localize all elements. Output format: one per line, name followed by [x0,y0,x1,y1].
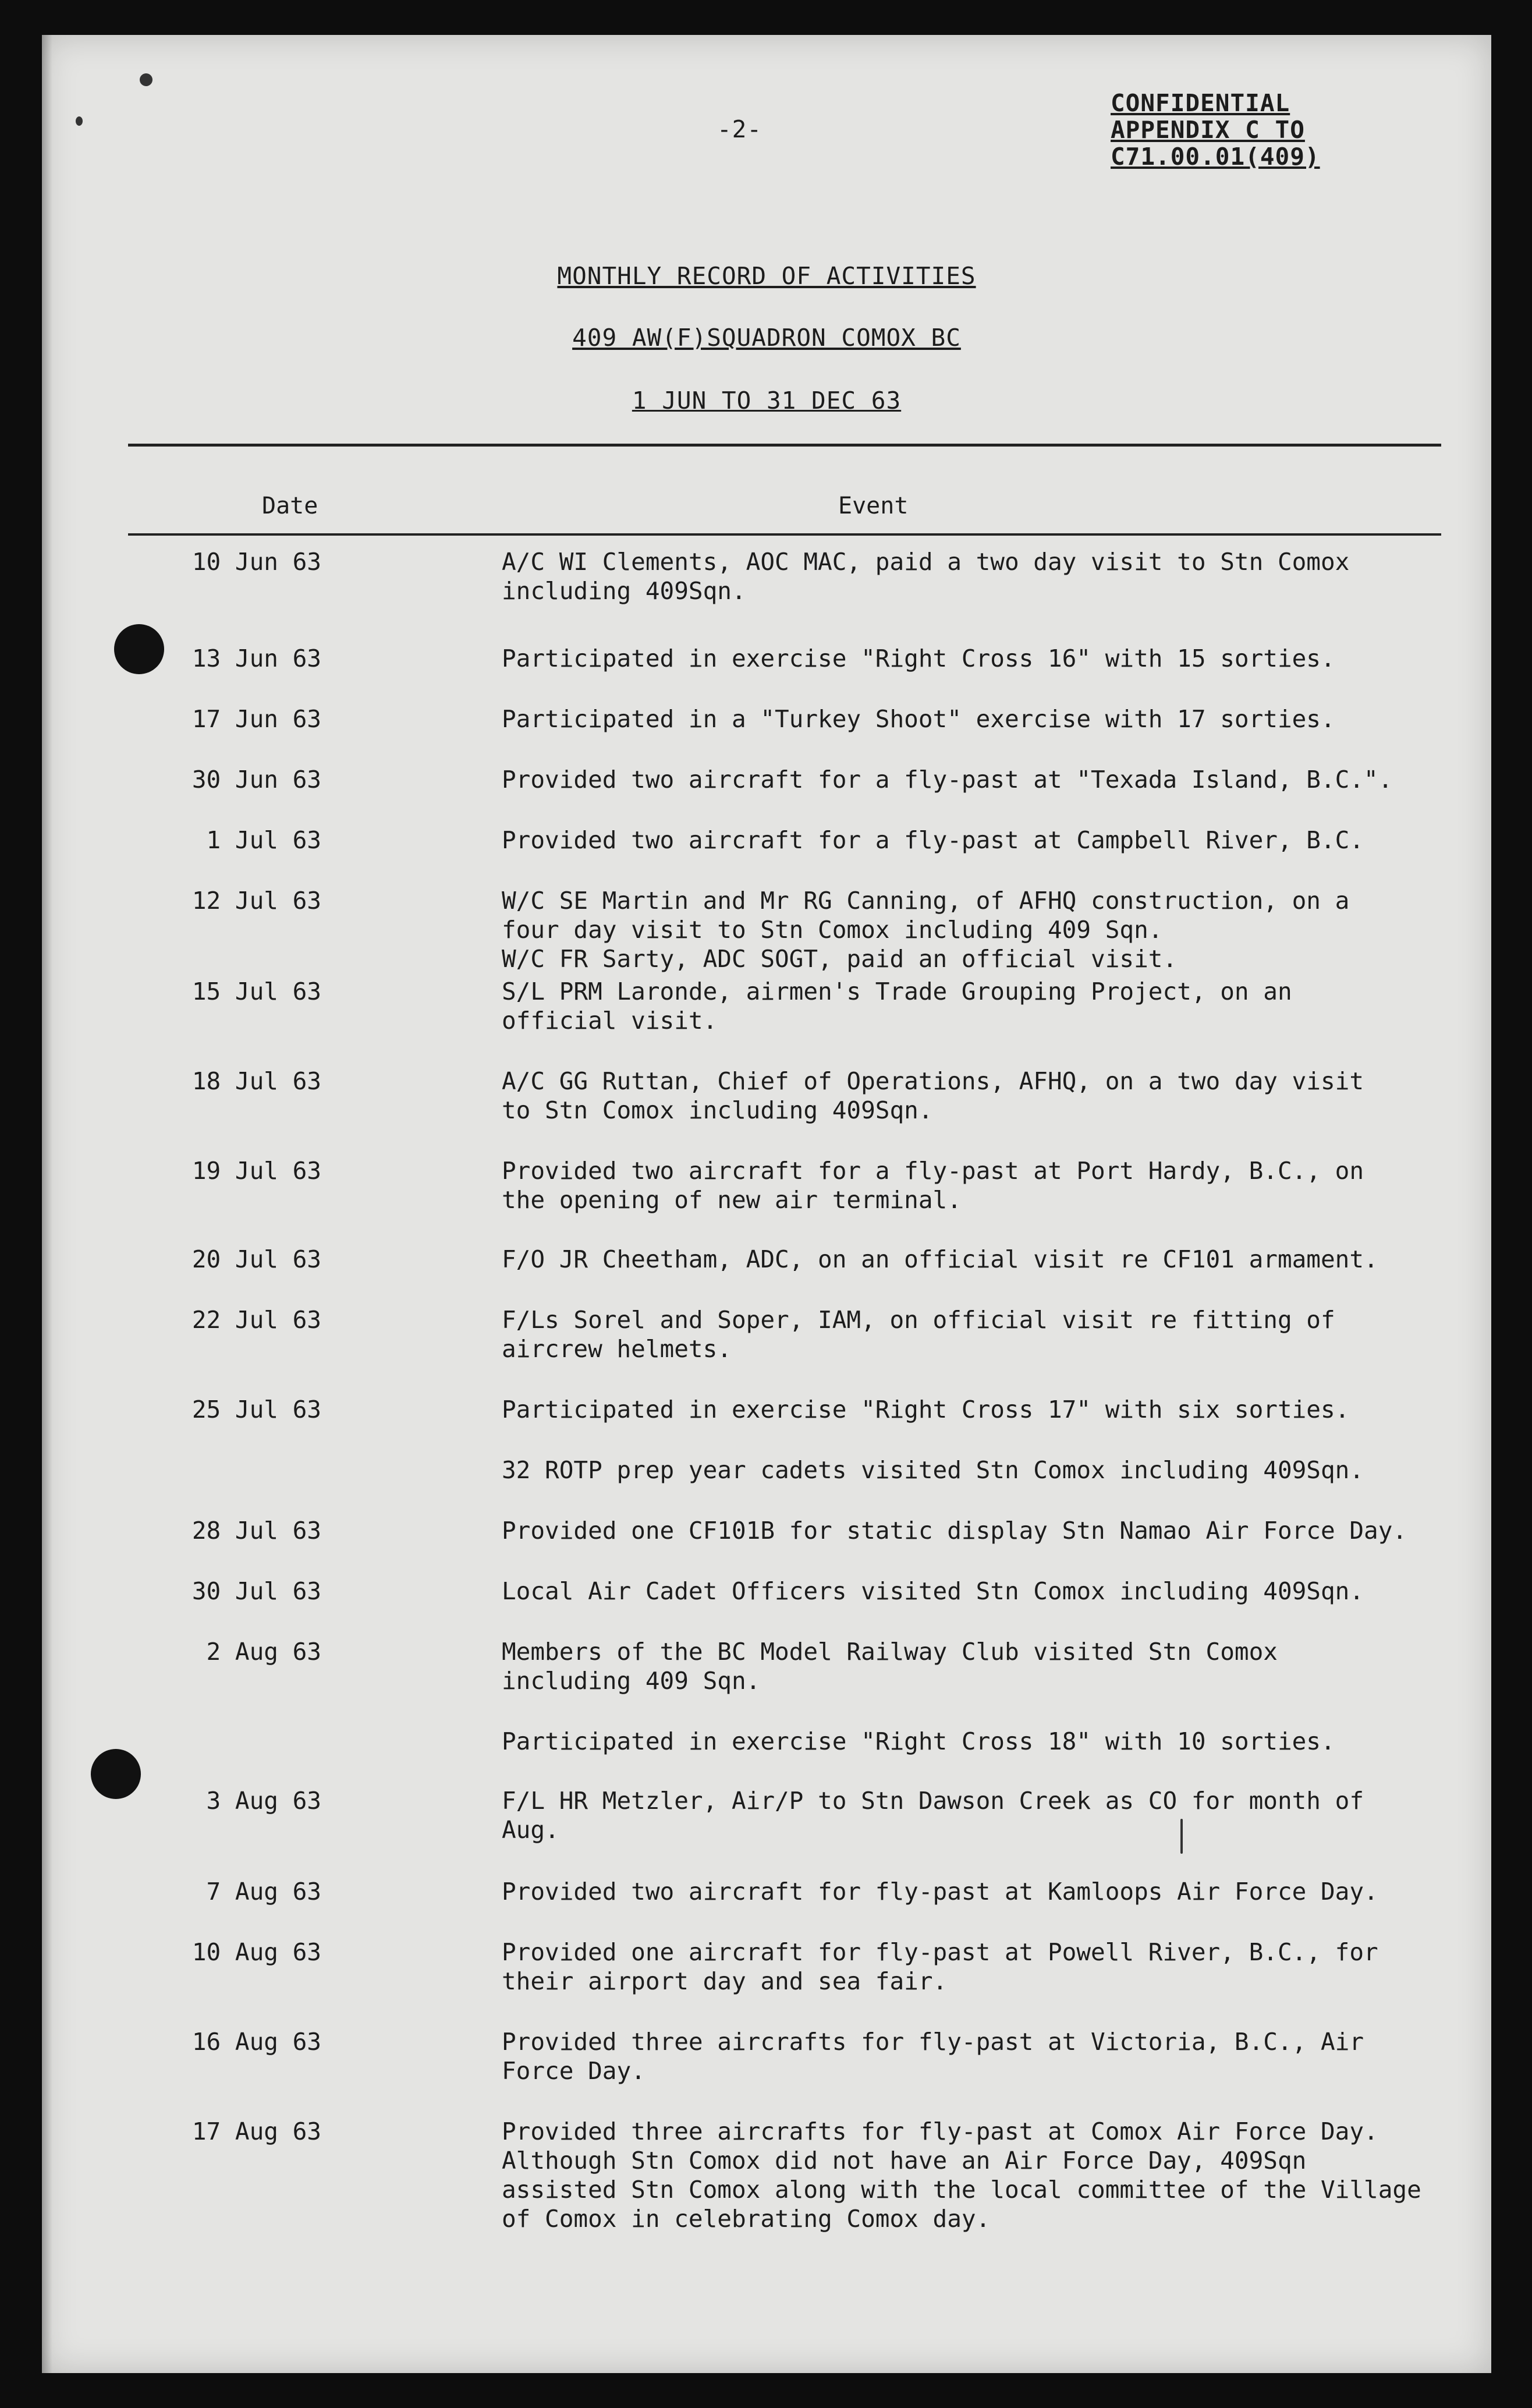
classification-line: APPENDIX C TO [1111,116,1305,144]
row-event: Participated in exercise "Right Cross 18" with 10 sorties. [502,1727,1335,1755]
table-top-rule [128,444,1441,447]
row-event: Provided two aircraft for a fly-past at "Texada Island, B.C.". [502,766,1393,794]
row-event: F/Ls Sorel and Soper, IAM, on official visit re fitting of aircrew helmets. [502,1306,1335,1363]
row-event: Participated in exercise "Right Cross 17" with six sorties. [502,1396,1350,1423]
row-event: Provided three aircrafts for fly-past at Comox Air Force Day. Although Stn Comox did not have an Air Force Day, 409Sqn assisted Stn Comox along with the local committee of the Village of Comox in celebrating Comox day. [502,2117,1421,2233]
row-event: Participated in exercise "Right Cross 16" with 15 sorties. [502,645,1335,672]
classification-line: CONFIDENTIAL [1111,89,1290,117]
table-header-rule [128,533,1441,536]
row-date: 7 Aug 63 [206,1878,321,1906]
row-date: 10 Jun 63 [192,548,321,576]
punch-hole [114,624,164,674]
row-date: 19 Jul 63 [192,1157,321,1185]
row-event: Participated in a "Turkey Shoot" exercise with 17 sorties. [502,705,1335,733]
punch-hole [91,1749,141,1799]
row-event: Provided one CF101B for static display Stn Namao Air Force Day. [502,1517,1407,1545]
row-event: 32 ROTP prep year cadets visited Stn Comox including 409Sqn. [502,1456,1364,1484]
date-column-header: Date [262,493,318,519]
ink-speck [76,116,83,126]
row-event: Provided three aircrafts for fly-past at Victoria, B.C., Air Force Day. [502,2028,1364,2085]
row-date: 28 Jul 63 [192,1517,321,1545]
row-event: A/C WI Clements, AOC MAC, paid a two day visit to Stn Comox including 409Sqn. [502,548,1350,605]
row-event: S/L PRM Laronde, airmen's Trade Grouping Project, on an official visit. [502,978,1292,1035]
row-date: 30 Jun 63 [192,766,321,794]
row-event: Local Air Cadet Officers visited Stn Comox including 409Sqn. [502,1577,1364,1605]
period-title: 1 JUN TO 31 DEC 63 [632,387,902,415]
row-date: 22 Jul 63 [192,1306,321,1334]
event-column-header: Event [838,493,909,519]
row-date: 15 Jul 63 [192,978,321,1005]
row-date: 3 Aug 63 [206,1787,321,1815]
row-event: F/L HR Metzler, Air/P to Stn Dawson Creek as CO for month of Aug. [502,1787,1364,1844]
row-date: 18 Jul 63 [192,1067,321,1095]
row-event: Members of the BC Model Railway Club visited Stn Comox including 409 Sqn. [502,1638,1278,1695]
row-date: 30 Jul 63 [192,1577,321,1605]
row-date: 13 Jun 63 [192,645,321,672]
row-date: 17 Jun 63 [192,705,321,733]
row-event: W/C SE Martin and Mr RG Canning, of AFHQ construction, on a four day visit to Stn Comox including 409 Sqn. W/C FR Sarty, ADC SOGT, paid an official visit. [502,887,1350,973]
squadron-title: 409 AW(F)SQUADRON COMOX BC [572,324,961,352]
ink-speck [140,73,153,86]
row-date: 10 Aug 63 [192,1938,321,1966]
page-number: -2- [717,115,763,143]
row-event: Provided two aircraft for a fly-past at Port Hardy, B.C., on the opening of new air terminal. [502,1157,1364,1214]
document-page [42,35,1491,2373]
row-event: Provided two aircraft for fly-past at Kamloops Air Force Day. [502,1878,1378,1906]
row-date: 1 Jul 63 [206,826,321,854]
row-event: Provided one aircraft for fly-past at Powell River, B.C., for their airport day and sea fair. [502,1938,1378,1995]
classification-line: C71.00.01(409) [1111,143,1320,171]
classification-block [1111,90,1320,170]
row-date: 16 Aug 63 [192,2028,321,2056]
row-date: 25 Jul 63 [192,1396,321,1423]
page-edge-shadow [42,35,52,2373]
row-event: A/C GG Ruttan, Chief of Operations, AFHQ, on a two day visit to Stn Comox including 409Sqn. [502,1067,1364,1124]
pen-mark [1180,1819,1183,1854]
row-event: Provided two aircraft for a fly-past at Campbell River, B.C. [502,826,1364,854]
row-date: 17 Aug 63 [192,2117,321,2145]
row-date: 2 Aug 63 [206,1638,321,1666]
row-date: 12 Jul 63 [192,887,321,915]
document-title: MONTHLY RECORD OF ACTIVITIES [557,262,976,290]
row-event: F/O JR Cheetham, ADC, on an official visit re CF101 armament. [502,1245,1378,1273]
row-date: 20 Jul 63 [192,1245,321,1273]
